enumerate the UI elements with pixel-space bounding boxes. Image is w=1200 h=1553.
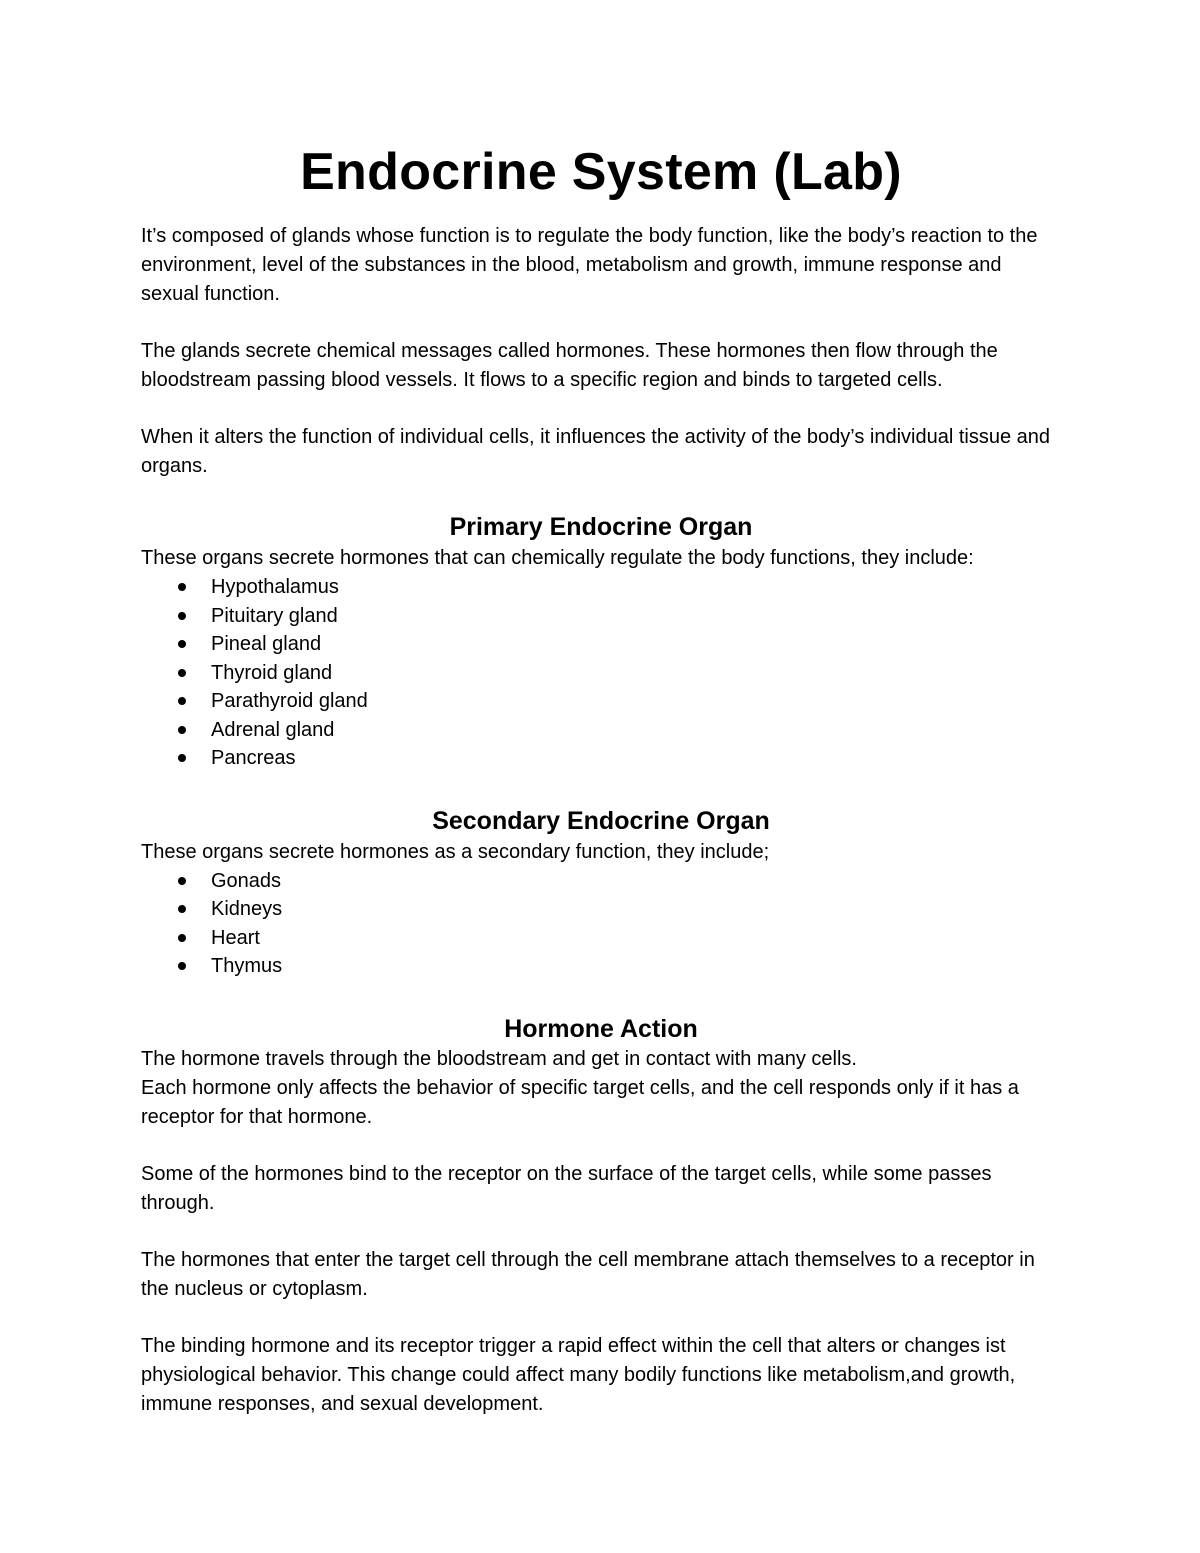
list-item: Parathyroid gland [141,687,1061,716]
intro-paragraph-2: The glands secrete chemical messages called hormones. These hormones then flow through the bloodstream passing blood vessels. It flows to a specific region and binds to targeted cells. [141,340,998,391]
document-page [141,140,1061,1419]
primary-organ-list [141,573,1061,773]
hormone-action-line-1: The hormone travels through the bloodstream and get in contact with many cells. [141,1047,857,1070]
hormone-action-paragraph-3: The hormones that enter the target cell through the cell membrane attach themselves to a receptor in the nucleus or cytoplasm. [141,1248,1035,1300]
intro-paragraph-1: It’s composed of glands whose function is to regulate the body function, like the body’s reaction to the environment, level of the substances in the blood, metabolism and growth, immune response and sexual function. [141,225,1038,305]
list-item: Thyroid gland [141,659,1061,688]
intro-paragraph-3: When it alters the function of individual cells, it influences the activity of the body’s individual tissue and organs. [141,426,1051,477]
paragraph-gap [141,309,1061,337]
secondary-organ-list [141,867,1061,981]
section-gap [141,773,1061,805]
list-item: Pineal gland [141,630,1061,659]
list-item: Thymus [141,952,1061,981]
secondary-lead: These organs secrete hormones as a secondary function, they include; [141,840,770,863]
list-item: Pituitary gland [141,602,1061,631]
hormone-action-heading: Hormone Action [504,1014,698,1043]
list-item: Heart [141,924,1061,953]
secondary-heading: Secondary Endocrine Organ [432,806,770,835]
primary-lead: These organs secrete hormones that can chemically regulate the body functions, they include: [141,547,974,569]
list-item: Pancreas [141,744,1061,773]
list-item: Hypothalamus [141,573,1061,602]
list-item: Kidneys [141,895,1061,924]
hormone-action-line-2: Each hormone only affects the behavior of specific target cells, and the cell responds only if it has a receptor for that hormone. [141,1076,1019,1128]
hormone-action-paragraph-2: Some of the hormones bind to the receptor on the surface of the target cells, while some passes through. [141,1162,992,1214]
paragraph-gap [141,1304,1061,1332]
list-item: Adrenal gland [141,716,1061,745]
section-gap [141,981,1061,1013]
primary-heading: Primary Endocrine Organ [449,513,753,541]
document-title: Endocrine System (Lab) [300,143,902,201]
hormone-action-paragraph-4: The binding hormone and its receptor trigger a rapid effect within the cell that alters or changes ist physiological behavior. This change could affect many bodily functions like metabolism,and growth, immune responses, and sexual development. [141,1334,1016,1415]
paragraph-gap [141,395,1061,423]
paragraph-gap [141,1132,1061,1160]
list-item: Gonads [141,867,1061,896]
section-gap [141,481,1061,511]
paragraph-gap [141,1218,1061,1246]
